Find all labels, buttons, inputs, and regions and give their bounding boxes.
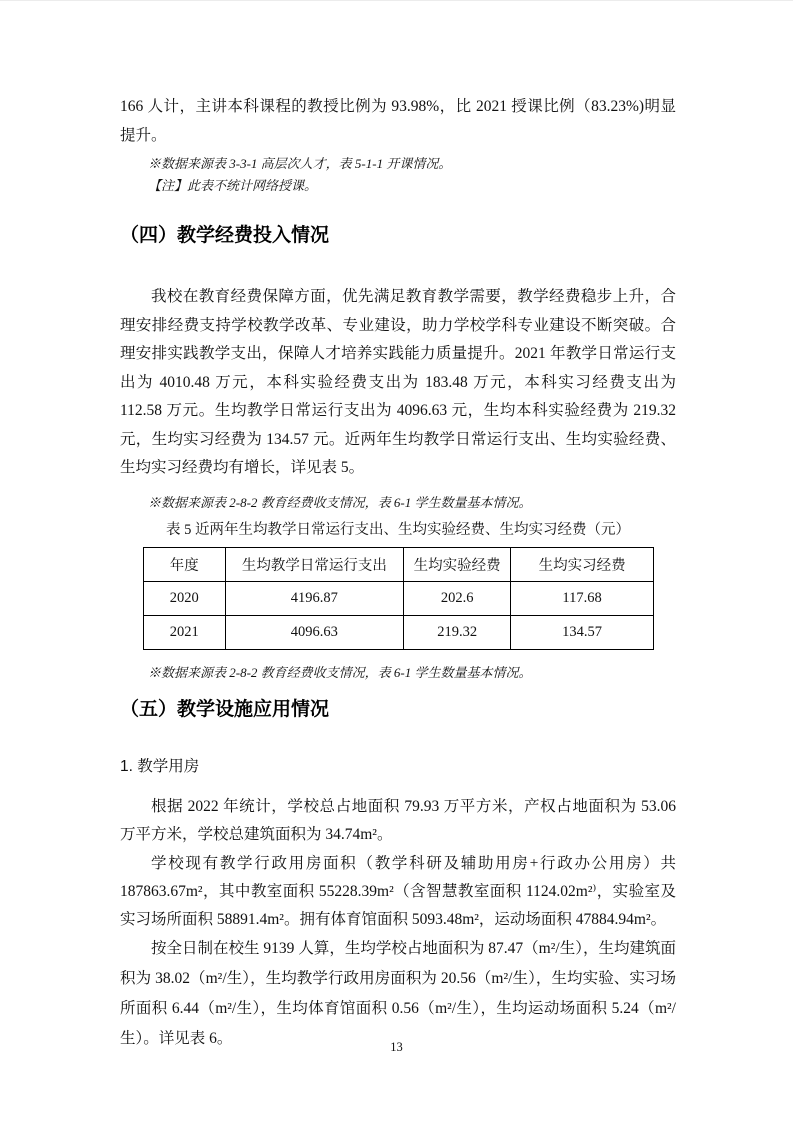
- col-header-experiment-expense: 生均实验经费: [404, 547, 511, 581]
- section-heading-facilities: （五）教学设施应用情况: [120, 698, 330, 720]
- facilities-paragraph-3: 按全日制在校生 9139 人算，生均学校占地面积为 87.47（m²/生），生均建筑面积为 38.02（m²/生），生均教学行政用房面积为 20.56（m²/生），生均实验、实习场所面积 6.44（m²/生），生均体育馆面积 0.56（m²/生），生均运动场面积 5.24（m²/生）。详见表 6。: [120, 939, 676, 1047]
- cell-experiment-expense: 202.6: [404, 581, 511, 615]
- cell-internship-expense: 134.57: [511, 615, 654, 649]
- cell-daily-expense: 4096.63: [225, 615, 404, 649]
- cell-year: 2020: [144, 581, 226, 615]
- cell-daily-expense: 4196.87: [225, 581, 404, 615]
- table5: [143, 547, 654, 650]
- col-header-daily-expense: 生均教学日常运行支出: [225, 547, 404, 581]
- cell-year: 2021: [144, 615, 226, 649]
- cell-internship-expense: 117.68: [511, 581, 654, 615]
- data-source-note-1: ※数据来源表 3-3-1 高层次人才，表 5-1-1 开课情况。: [148, 156, 452, 171]
- remark-note: 【注】此表不统计网络授课。: [148, 178, 318, 193]
- funding-paragraph: 我校在教育经费保障方面，优先满足教育教学需要，教学经费稳步上升，合理安排经费支持学校教学改革、专业建设，助力学校学科专业建设不断突破。合理安排实践教学支出，保障人才培养实践能力质量提升。2021 年教学日常运行支出为 4010.48 万元，本科实验经费支出为 183.48 万元，本科实习经费支出为 112.58 万元。生均教学日常运行支出为 4096.63 元，生均本科实验经费为 219.32 元，生均实习经费为 134.57 元。近两年生均教学日常运行支出、生均实验经费、生均实习经费均有增长，详见表 5。: [120, 288, 676, 476]
- table-header-row: [144, 547, 654, 581]
- intro-paragraph: 166 人计，主讲本科课程的教授比例为 93.98%，比 2021 授课比例（83.23%)明显提升。: [120, 98, 676, 144]
- table5-source-note-below: ※数据来源表 2-8-2 教育经费收支情况，表 6-1 学生数量基本情况。: [148, 664, 532, 680]
- table-row: [144, 615, 654, 649]
- table5-source-note-above: ※数据来源表 2-8-2 教育经费收支情况，表 6-1 学生数量基本情况。: [148, 494, 532, 510]
- col-header-year: 年度: [144, 547, 226, 581]
- table5-title: 表 5 近两年生均教学日常运行支出、生均实验经费、生均实习经费（元）: [166, 521, 630, 538]
- page-number: 13: [390, 1040, 403, 1054]
- section-heading-funding: （四）教学经费投入情况: [120, 225, 330, 246]
- cell-experiment-expense: 219.32: [404, 615, 511, 649]
- intro-note-block: [148, 153, 676, 197]
- facilities-paragraph-1: 根据 2022 年统计，学校总占地面积 79.93 万平方米，产权占地面积为 53.06 万平方米，学校总建筑面积为 34.74m²。: [120, 797, 676, 843]
- subsection-heading-teaching-rooms: 1. 教学用房: [120, 757, 200, 775]
- col-header-internship-expense: 生均实习经费: [511, 547, 654, 581]
- facilities-paragraph-2: 学校现有教学行政用房面积（教学科研及辅助用房+行政办公用房）共 187863.67m²，其中教室面积 55228.39m²（含智慧教室面积 1124.02m²⁾，实验室及实习场所面积 58891.4m²。拥有体育馆面积 5093.48m²，运动场面积 47884.94m²。: [120, 854, 676, 928]
- table-row: [144, 581, 654, 615]
